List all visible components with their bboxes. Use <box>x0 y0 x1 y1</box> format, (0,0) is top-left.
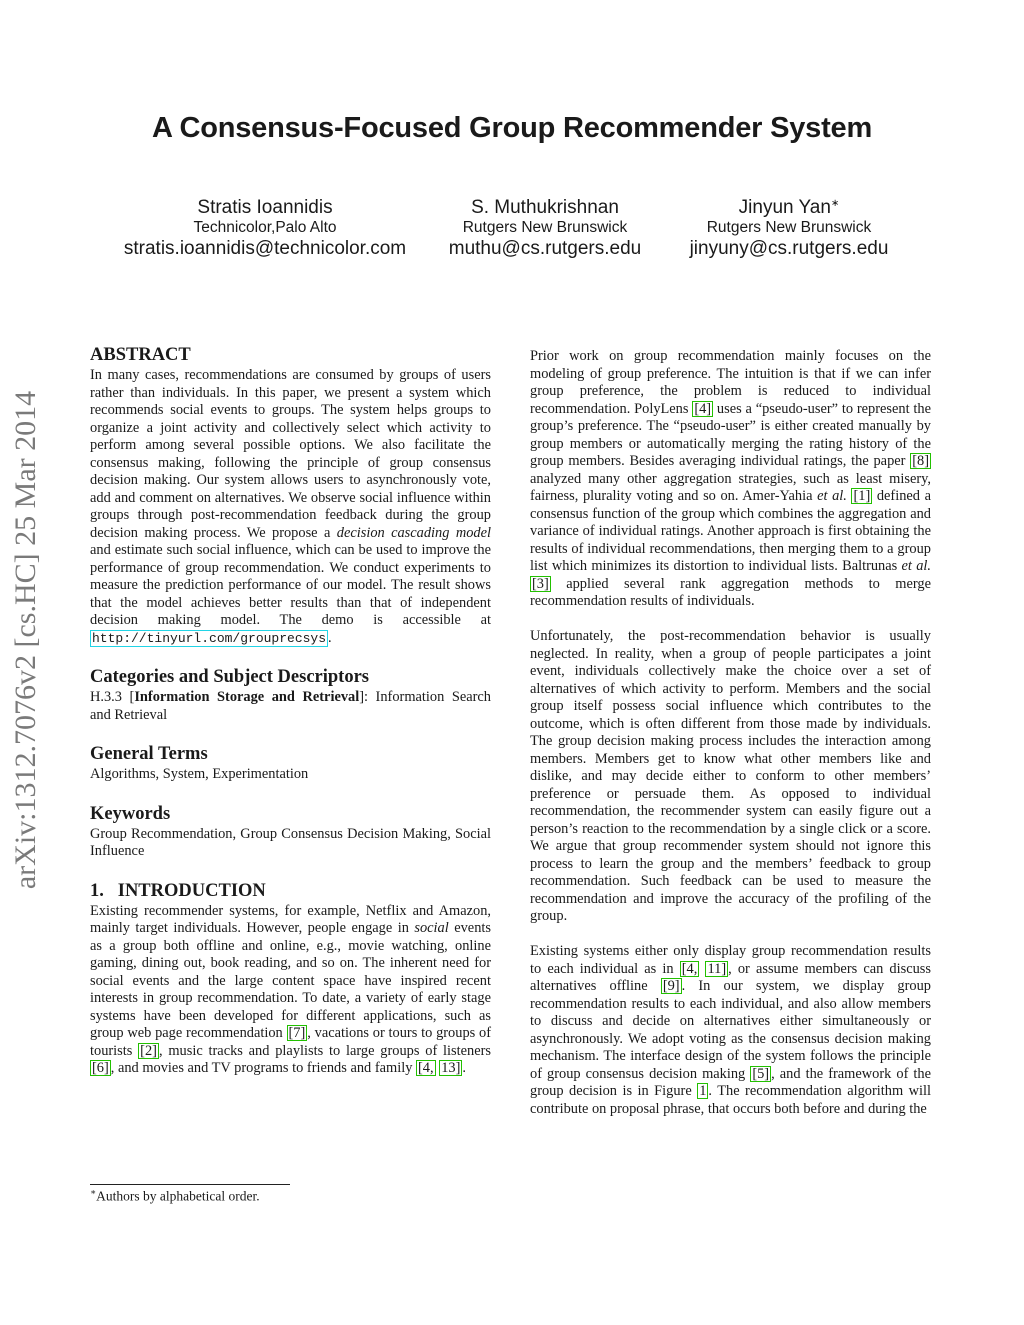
author-email: muthu@cs.rutgers.edu <box>448 238 642 259</box>
arxiv-stamp: arXiv:1312.7076v2 [cs.HC] 25 Mar 2014 <box>9 390 42 890</box>
abstract-text: In many cases, recommendations are consumed by groups of users rather than individuals. In this paper, we present a system which recommends social events to groups. The system helps groups to organize a joint activity and collectively select which activity to perform among several possible options. We also facilitate the consensus making, following the principle of group consensus decision making. Our system allows users to asynchronously vote, add and comment on alternatives. We observe social influence within groups through post-recommendation feedback during the group decision making process. We propose a decision cascading model and estimate such social influence, which can be used to improve the performance of group recommendation. We conduct experiments to measure the prediction performance of our model. The result shows that the model achieves better results than that of independent decision making model. The demo is accessible at http://tinyurl.com/grouprecsys . <box>90 367 492 646</box>
citation-link[interactable]: [5] <box>752 1065 770 1082</box>
citation-link[interactable]: [4, <box>681 960 698 977</box>
existing-systems-paragraph: Existing systems either only display group recommendation results to each individual as in [4, 11] , or assume members can discuss alternatives offline [9] . In our system, we display group recommendation results to each individual, and also allow members to discuss and decide on alternatives either simultaneously or asynchronously. We adopt voting as the consensus decision making mechanism. The interface design of the system follows the principle of group consensus decision making [5] , and the framework of the group decision is in Figure 1 . The recommendation algorithm will contribute on proposal phrase, that occurs both before and during the <box>530 943 932 1117</box>
footnote-rule <box>90 1184 290 1185</box>
prior-work-paragraph: Prior work on group recommendation mainly focuses on the modeling of group preference. The intuition is that if we can infer group preference, the problem is reduced to individual recommendation. PolyLens [4] uses a “pseudo-user” to represent the group’s preference. The “pseudo-user” is either created manually by group members or automatically merging the rating history of the group members. Besides averaging individual ratings, the paper [8] analyzed many other aggregation strategies, such as least misery, fairness, plurality voting and so on. Amer-Yahia et al. [1] defined a consensus function of the group which combines the aggregation and variance of individual ratings. Another approach is first obtaining the results of individual recommendations, then merging them to a group list which minimizes its distortion to individual lists. Baltrunas et al. [3] applied several rank aggregation methods to merge recommendation results of individuals. <box>530 348 931 609</box>
author-affiliation: Rutgers New Brunswick <box>462 219 628 236</box>
general-terms-heading: General Terms <box>90 744 208 764</box>
footnote: ∗Authors by alphabetical order. <box>90 1187 260 1204</box>
author-email: stratis.ioannidis@technicolor.com <box>123 238 407 259</box>
author-email: jinyuny@cs.rutgers.edu <box>689 238 889 259</box>
categories-text: H.3.3 [Information Storage and Retrieval]: Information Search and Retrieval <box>90 689 491 723</box>
citation-link[interactable]: [4] <box>694 400 712 417</box>
author-name: Stratis Ioannidis <box>197 197 333 218</box>
citation-link[interactable]: [6] <box>92 1060 109 1076</box>
citation-link[interactable]: [8] <box>912 453 929 469</box>
citation-link[interactable]: [7] <box>288 1025 306 1041</box>
introduction-paragraph: Existing recommender systems, for example, Netflix and Amazon, mainly target individuals. However, people engage in social events as a group both offline and online, e.g., movie watching, online gaming, dining out, book reading, and so on. The inherent need for social events and the large content space have inspired recent interests in group recommendation. To date, a variety of early stage systems have been developed for different applications, such as group web page recommendation [7] , vacations or tours to groups of tourists [2] , music tracks and playlists to large groups of listeners [6] , and movies and TV programs to friends and family [4, 13] . <box>90 902 491 1076</box>
citation-link[interactable]: [9] <box>662 978 680 994</box>
citation-link[interactable]: 11] <box>707 960 727 977</box>
author-name: S. Muthukrishnan <box>471 197 619 218</box>
footnote-mark[interactable]: ∗ <box>830 198 840 209</box>
author-affiliation: Rutgers New Brunswick <box>706 219 872 236</box>
author-name: Jinyun Yan∗ <box>738 197 840 218</box>
post-recommendation-paragraph: Unfortunately, the post-recommendation behavior is usually neglected. In reality, when a group of people participates a joint event, individuals collectively make the choice over a set of alternatives of which activity to perform. Members and the social group itself possess social influence which contributes to the outcome, which is often different from those made by individuals. The group decision making process includes the interaction among members. Members get to know what other members like and dislike, and may decide either to conform to other members’ preference or persuade them. As opposed to individual recommendation, the recommender system can easily figure out a person’s reaction to the recommendation by a single click or a score. We argue that group recommender system should not ignore this process to learn the group and the members’ feedback to group recommendation. Such feedback can be used to measure the recommendation and improve the accuracy of the profiling of the group. <box>530 628 931 924</box>
author-block-3 <box>619 193 959 261</box>
introduction-heading: 1. INTRODUCTION <box>90 880 266 901</box>
citation-link[interactable]: [4, <box>418 1060 434 1076</box>
keywords-text: Group Recommendation, Group Consensus Decision Making, Social Influence <box>90 825 491 859</box>
figure-link[interactable]: 1 <box>699 1083 707 1099</box>
citation-link[interactable]: [2] <box>140 1042 157 1059</box>
right-column <box>530 348 931 1118</box>
citation-link[interactable]: [1] <box>853 488 871 504</box>
paper-title: A Consensus-Focused Group Recommender System <box>151 112 873 144</box>
citation-link[interactable]: 13] <box>441 1060 461 1076</box>
keywords-heading: Keywords <box>90 803 171 824</box>
abstract-heading: ABSTRACT <box>90 345 191 365</box>
categories-heading: Categories and Subject Descriptors <box>90 667 369 687</box>
demo-link[interactable]: http://tinyurl.com/grouprecsys <box>92 630 327 646</box>
citation-link[interactable]: [3] <box>532 575 549 592</box>
general-terms-text: Algorithms, System, Experimentation <box>90 766 309 782</box>
author-affiliation: Technicolor,Palo Alto <box>193 219 337 236</box>
left-column <box>90 343 491 1078</box>
